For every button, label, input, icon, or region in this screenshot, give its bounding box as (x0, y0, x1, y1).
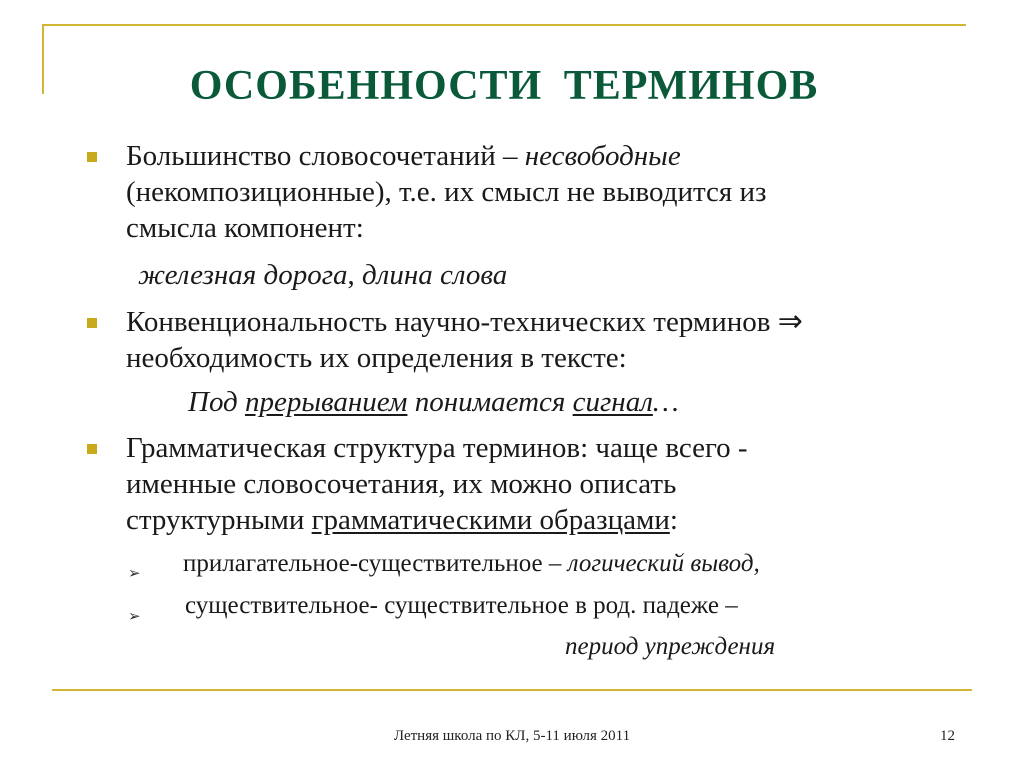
bullet-2-example (188, 384, 679, 420)
example-ellipsis: … (652, 386, 679, 418)
example-text: Под (188, 386, 245, 418)
bullet-1-line-1 (126, 138, 681, 174)
square-bullet-icon (87, 444, 97, 454)
bullet-2-text: Конвенциональность научно-технических терминов (126, 306, 778, 338)
page-number: 12 (940, 728, 955, 744)
bullet-1-italic-term: несвободные (524, 140, 681, 172)
sub-item-2: существительное- существительное в род. падеже – (185, 592, 738, 619)
bottom-divider (52, 689, 972, 691)
chevron-right-icon: ➢ (128, 564, 141, 582)
footer-text: Летняя школа по КЛ, 5-11 июля 2011 (393, 728, 631, 744)
example-underlined-term: сигнал (572, 386, 653, 418)
square-bullet-icon (87, 318, 97, 328)
square-bullet-icon (87, 152, 97, 162)
bullet-2-line-1 (126, 304, 803, 340)
sub-item-2-example: период упреждения (565, 633, 776, 660)
bullet-3-line-3 (126, 502, 678, 538)
example-underlined-term: прерыванием (244, 386, 408, 418)
chevron-right-icon: ➢ (128, 607, 141, 625)
sub-item-1 (183, 548, 760, 580)
bullet-2-line-2: необходимость их определения в тексте: (126, 342, 627, 374)
bullet-3-text: структурными (126, 504, 312, 536)
slide-title: ОСОБЕННОСТИ ТЕРМИНОВ (189, 63, 819, 109)
bullet-3-line-2: именные словосочетания, их можно описать (126, 468, 677, 500)
top-divider (42, 24, 966, 26)
example-separator: , (347, 259, 363, 291)
example-term-b: длина слова (362, 259, 508, 291)
bullet-1-line-3: смысла компонент: (126, 212, 364, 244)
bullet-1-example (138, 257, 507, 293)
sub-item-text: прилагательное-существительное – (183, 550, 568, 577)
bullet-1-text: Большинство словосочетаний – (126, 140, 525, 172)
bullet-3-underlined-term: грамматическими образцами (311, 504, 670, 536)
bullet-3-line-1: Грамматическая структура терминов: чаще всего - (126, 432, 748, 464)
example-text: понимается (407, 386, 573, 418)
sub-item-example: логический вывод, (567, 550, 760, 577)
example-term-a: железная дорога (138, 259, 348, 291)
bullet-1-line-2: (некомпозиционные), т.е. их смысл не выводится из (126, 176, 767, 208)
bullet-3-colon: : (669, 504, 678, 536)
implies-arrow-icon: ⇒ (777, 304, 803, 339)
